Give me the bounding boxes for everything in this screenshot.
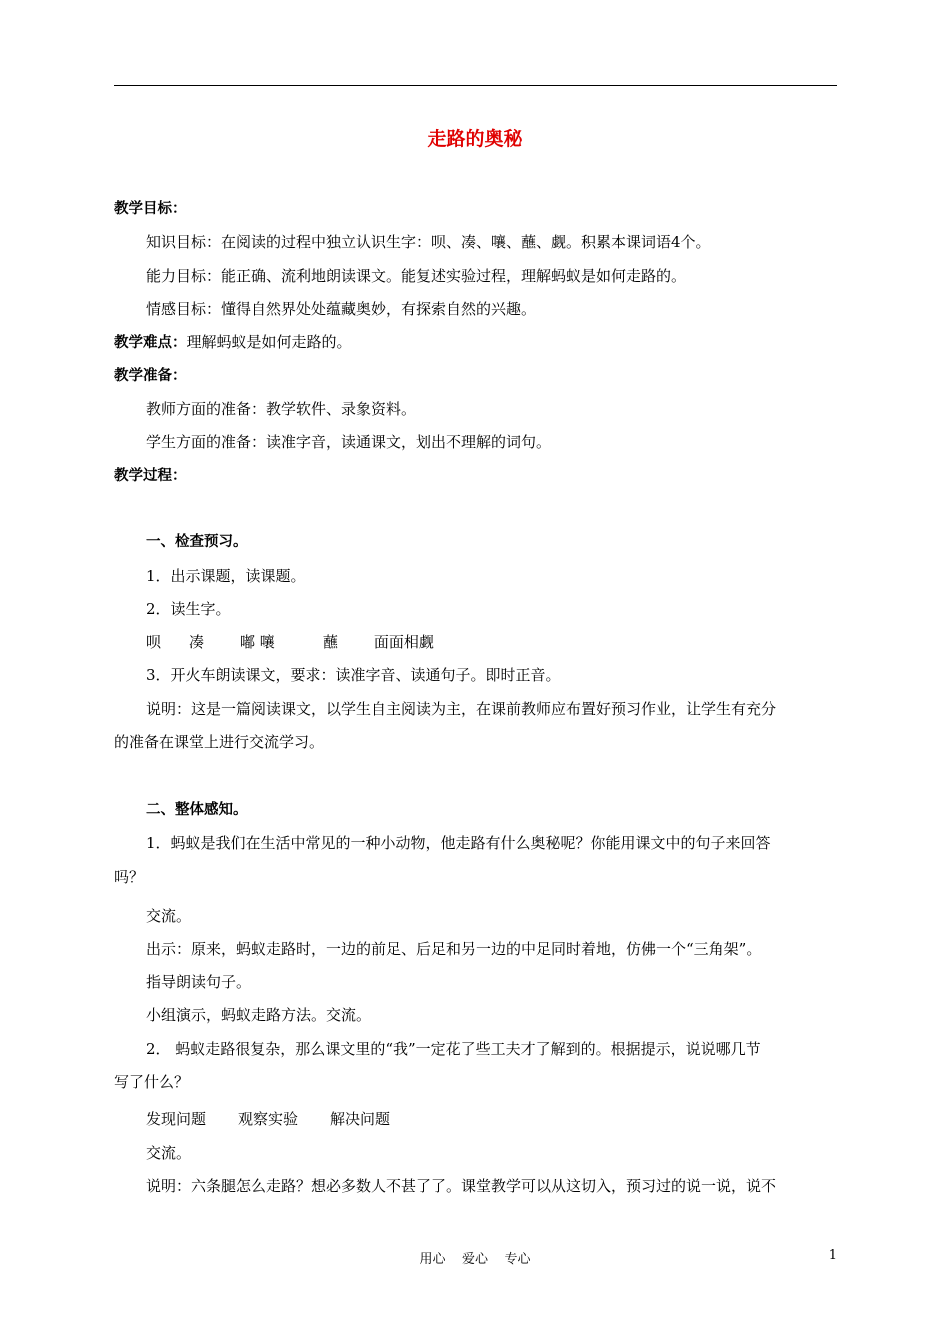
group-demo: 小组演示，蚂蚁走路方法。交流。: [146, 1006, 372, 1024]
document-title: 走路的奥秘: [427, 128, 523, 150]
prep-heading: 教学准备：: [114, 368, 187, 384]
process-heading: 教学过程：: [114, 468, 187, 484]
s2-item1-line1: 1．蚂蚁是我们在生活中常见的一种小动物，他走路有什么奥秘呢？你能用课文中的句子来回答: [146, 834, 771, 852]
char-list: [146, 632, 837, 652]
exchange-1: 交流。: [146, 907, 192, 925]
steps-list: [146, 1109, 837, 1129]
char-item: 面面相觑: [373, 633, 434, 651]
char-item: 蘸: [322, 633, 338, 651]
step-item: 观察实验: [238, 1110, 299, 1128]
step-item: 发现问题: [146, 1110, 207, 1128]
page-number: 1: [828, 1248, 837, 1263]
s2-item2-line2: 写了什么？: [114, 1073, 190, 1091]
section1-heading: 一、检查预习。: [146, 534, 248, 550]
prep-student: 学生方面的准备：读准字音，读通课文，划出不理解的词句。: [146, 433, 552, 451]
char-item: 嘟 嚷: [240, 633, 275, 651]
goal-emotion: 情感目标：懂得自然界处处蕴藏奥妙，有探索自然的兴趣。: [146, 300, 537, 318]
difficulty-label: 教学难点：: [114, 335, 187, 351]
page-footer: 用心 爱心 专心: [419, 1252, 531, 1267]
s2-item1-line2: 吗？: [114, 868, 145, 886]
step-item: 解决问题: [330, 1110, 391, 1128]
header-rule: [114, 85, 837, 86]
difficulty-text: 理解蚂蚁是如何走路的。: [186, 333, 352, 351]
s1-note-line2: 的准备在课堂上进行交流学习。: [114, 733, 325, 751]
section2-heading: 二、整体感知。: [146, 802, 248, 818]
char-item: 凑: [189, 633, 205, 651]
s2-item2-line1: 2． 蚂蚁走路很复杂，那么课文里的“我”一定花了些工夫才了解到的。根据提示，说说哪几节: [146, 1040, 761, 1058]
char-item: 呗: [146, 633, 162, 651]
difficulty-line: [114, 332, 837, 353]
s1-item2: 2．读生字。: [146, 600, 231, 618]
goal-knowledge: 知识目标：在阅读的过程中独立认识生字：呗、凑、嚷、蘸、觑。积累本课词语4个。: [146, 233, 711, 251]
guide-reading: 指导朗读句子。: [146, 973, 252, 991]
s1-note-line1: 说明：这是一篇阅读课文，以学生自主阅读为主，在课前教师应布置好预习作业，让学生有充分: [146, 700, 777, 718]
s1-item3: 3．开火车朗读课文，要求：读准字音、读通句子。即时正音。: [146, 666, 561, 684]
goals-heading: 教学目标：: [114, 201, 187, 217]
prep-teacher: 教师方面的准备：教学软件、录象资料。: [146, 400, 417, 418]
goal-ability: 能力目标：能正确、流利地朗读课文。能复述实验过程，理解蚂蚁是如何走路的。: [146, 267, 687, 285]
s1-item1: 1．出示课题，读课题。: [146, 567, 306, 585]
show-sentence: 出示：原来，蚂蚁走路时，一边的前足、后足和另一边的中足同时着地，仿佛一个“三角架”。: [146, 940, 762, 958]
s2-note: 说明：六条腿怎么走路？想必多数人不甚了了。课堂教学可以从这切入，预习过的说一说，说不: [146, 1177, 777, 1195]
exchange-2: 交流。: [146, 1144, 192, 1162]
